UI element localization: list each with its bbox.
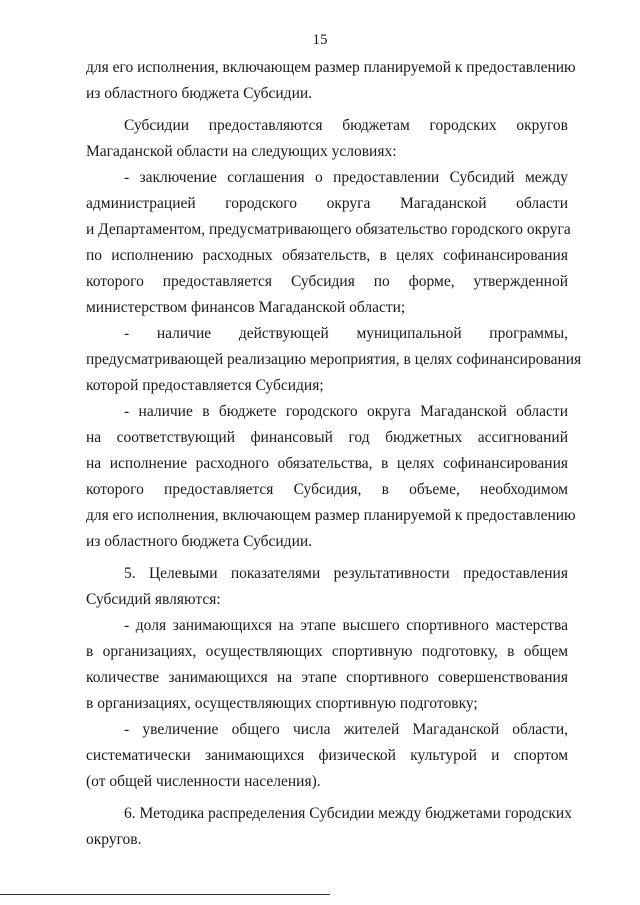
text-line: которого предоставляется Субсидия по форме, утвержденной (86, 273, 568, 290)
text-line: в организациях, осуществляющих спортивную подготовку, в общем (86, 643, 568, 660)
text-line: на исполнение расходного обязательства, в целях софинансирования (86, 455, 568, 472)
text-line: Субсидии предоставляются бюджетам городских округов (124, 117, 568, 134)
text-line: округов. (86, 831, 142, 848)
text-line: - заключение соглашения о предоставлении Субсидий между (124, 169, 568, 186)
text-line: на соответствующий финансовый год бюджетных ассигнований (86, 429, 568, 446)
footer-divider (0, 894, 330, 895)
text-line: - наличие в бюджете городского округа Магаданской области (124, 403, 568, 420)
text-line: (от общей численности населения). (86, 773, 321, 790)
text-line: из областного бюджета Субсидии. (86, 85, 313, 102)
text-line: предусматривающей реализацию мероприятия, в целях софинансирования (86, 351, 582, 368)
text-line: 6. Методика распределения Субсидии между бюджетами городских (124, 805, 572, 822)
text-line: 5. Целевыми показателями результативности предоставления (124, 565, 568, 582)
text-line: Магаданской области на следующих условиях: (86, 143, 397, 160)
text-line: количестве занимающихся на этапе спортивного совершенствования (86, 669, 568, 686)
text-line: - доля занимающихся на этапе высшего спортивного мастерства (124, 617, 568, 634)
text-line: которого предоставляется Субсидия, в объеме, необходимом (86, 481, 568, 498)
text-line: и Департаментом, предусматривающего обязательство городского округа (86, 221, 571, 238)
text-line: для его исполнения, включающем размер планируемой к предоставлению (86, 59, 576, 76)
text-line: - увеличение общего числа жителей Магаданской области, (124, 721, 568, 738)
text-line: Субсидий являются: (86, 591, 221, 608)
text-line: из областного бюджета Субсидии. (86, 533, 313, 550)
text-line: в организациях, осуществляющих спортивную подготовку; (86, 695, 478, 712)
document-body (86, 55, 582, 853)
page-number: 15 (312, 32, 328, 48)
text-line: по исполнению расходных обязательств, в целях софинансирования (86, 247, 568, 264)
text-line: администрацией городского округа Магаданской области (86, 195, 568, 212)
text-line: министерством финансов Магаданской области; (86, 299, 406, 316)
text-line: систематически занимающихся физической культурой и спортом (86, 747, 568, 764)
text-line: которой предоставляется Субсидия; (86, 377, 324, 394)
text-line: для его исполнения, включающем размер планируемой к предоставлению (86, 507, 576, 524)
text-line: - наличие действующей муниципальной программы, (124, 325, 568, 342)
